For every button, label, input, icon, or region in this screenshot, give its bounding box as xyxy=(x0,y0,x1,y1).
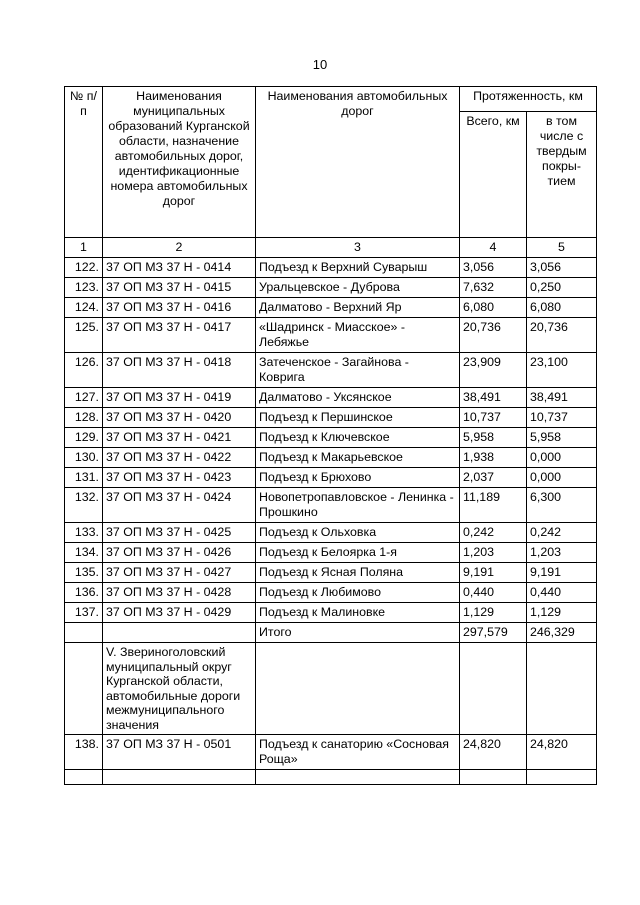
road-total-km: 2,037 xyxy=(460,468,527,488)
road-id: 37 ОП МЗ 37 Н - 0423 xyxy=(103,468,256,488)
row-number: 131. xyxy=(65,468,103,488)
table-row xyxy=(65,298,597,318)
table-row xyxy=(65,428,597,448)
road-paved-km: 1,203 xyxy=(527,543,597,563)
road-id: 37 ОП МЗ 37 Н - 0424 xyxy=(103,488,256,523)
road-id: 37 ОП МЗ 37 Н - 0420 xyxy=(103,408,256,428)
road-id: 37 ОП МЗ 37 Н - 0426 xyxy=(103,543,256,563)
road-paved-km: 24,820 xyxy=(527,735,597,770)
header-municipality: Наименования муниципальных образований Курганской области, назначение автомобильных дорог, идентификационные номера автомобильных дорог xyxy=(103,87,256,238)
column-number: 2 xyxy=(103,238,256,258)
road-paved-km: 0,000 xyxy=(527,448,597,468)
row-number: 122. xyxy=(65,258,103,278)
road-paved-km: 1,129 xyxy=(527,603,597,623)
table-row xyxy=(65,388,597,408)
road-name: Новопетропавловское - Ленинка - Прошкино xyxy=(256,488,460,523)
row-number: 138. xyxy=(65,735,103,770)
column-number: 5 xyxy=(527,238,597,258)
road-total-km: 0,242 xyxy=(460,523,527,543)
row-number: 137. xyxy=(65,603,103,623)
road-paved-km: 20,736 xyxy=(527,318,597,353)
header-paved-km: в том числе с твердым покры-тием xyxy=(527,112,597,238)
row-number: 136. xyxy=(65,583,103,603)
row-number: 124. xyxy=(65,298,103,318)
column-number: 4 xyxy=(460,238,527,258)
road-paved-km: 0,242 xyxy=(527,523,597,543)
row-number: 134. xyxy=(65,543,103,563)
roads-table xyxy=(64,86,597,785)
road-id: 37 ОП МЗ 37 Н - 0416 xyxy=(103,298,256,318)
table-row xyxy=(65,408,597,428)
road-total-km: 7,632 xyxy=(460,278,527,298)
table-row xyxy=(65,543,597,563)
road-total-km: 38,491 xyxy=(460,388,527,408)
road-id: 37 ОП МЗ 37 Н - 0421 xyxy=(103,428,256,448)
table-row xyxy=(65,583,597,603)
header-road-name: Наименования автомобильных дорог xyxy=(256,87,460,238)
road-paved-km: 0,250 xyxy=(527,278,597,298)
road-paved-km: 10,737 xyxy=(527,408,597,428)
road-total-km: 1,938 xyxy=(460,448,527,468)
page-number: 10 xyxy=(312,57,328,72)
row-number: 133. xyxy=(65,523,103,543)
road-id: 37 ОП МЗ 37 Н - 0501 xyxy=(103,735,256,770)
road-name: Уральцевское - Дуброва xyxy=(256,278,460,298)
road-name: Подъезд к Першинское xyxy=(256,408,460,428)
road-name: Подъезд к Ключевское xyxy=(256,428,460,448)
section-title: V. Звериноголовский муниципальный округ Курганской области, автомобильные дороги межмуниципального значения xyxy=(103,643,256,735)
road-name: Подъезд к Любимово xyxy=(256,583,460,603)
row-number: 125. xyxy=(65,318,103,353)
road-paved-km: 0,440 xyxy=(527,583,597,603)
road-id: 37 ОП МЗ 37 Н - 0429 xyxy=(103,603,256,623)
empty-row xyxy=(65,770,597,785)
road-name: Далматово - Уксянское xyxy=(256,388,460,408)
road-total-km: 1,129 xyxy=(460,603,527,623)
road-total-km: 24,820 xyxy=(460,735,527,770)
row-number: 123. xyxy=(65,278,103,298)
road-name: Подъезд к Малиновке xyxy=(256,603,460,623)
total-paved-km: 246,329 xyxy=(527,623,597,643)
road-total-km: 11,189 xyxy=(460,488,527,523)
road-id: 37 ОП МЗ 37 Н - 0422 xyxy=(103,448,256,468)
road-paved-km: 0,000 xyxy=(527,468,597,488)
table-row xyxy=(65,318,597,353)
road-name: Подъезд к Ольховка xyxy=(256,523,460,543)
table-row xyxy=(65,488,597,523)
row-number: 126. xyxy=(65,353,103,388)
header-number: № п/п xyxy=(65,87,103,238)
total-km: 297,579 xyxy=(460,623,527,643)
road-name: Подъезд к Ясная Поляна xyxy=(256,563,460,583)
column-number: 3 xyxy=(256,238,460,258)
road-name: «Шадринск - Миасское» - Лебяжье xyxy=(256,318,460,353)
row-number: 127. xyxy=(65,388,103,408)
total-row xyxy=(65,623,597,643)
column-numbers-row xyxy=(65,238,597,258)
road-total-km: 1,203 xyxy=(460,543,527,563)
table-row xyxy=(65,603,597,623)
road-total-km: 5,958 xyxy=(460,428,527,448)
road-total-km: 23,909 xyxy=(460,353,527,388)
road-name: Подъезд к Макарьевское xyxy=(256,448,460,468)
header-total-km: Всего, км xyxy=(460,112,527,238)
road-paved-km: 9,191 xyxy=(527,563,597,583)
road-paved-km: 5,958 xyxy=(527,428,597,448)
road-id: 37 ОП МЗ 37 Н - 0415 xyxy=(103,278,256,298)
road-total-km: 0,440 xyxy=(460,583,527,603)
table-row xyxy=(65,258,597,278)
road-name: Далматово - Верхний Яр xyxy=(256,298,460,318)
road-id: 37 ОП МЗ 37 Н - 0418 xyxy=(103,353,256,388)
table-row xyxy=(65,563,597,583)
road-name: Подъезд к Белоярка 1-я xyxy=(256,543,460,563)
total-label: Итого xyxy=(256,623,460,643)
road-paved-km: 6,300 xyxy=(527,488,597,523)
road-name: Затеченское - Загайнова - Коврига xyxy=(256,353,460,388)
row-number: 132. xyxy=(65,488,103,523)
road-id: 37 ОП МЗ 37 Н - 0419 xyxy=(103,388,256,408)
table-row xyxy=(65,448,597,468)
row-number: 130. xyxy=(65,448,103,468)
table-row xyxy=(65,523,597,543)
row-number: 129. xyxy=(65,428,103,448)
road-total-km: 6,080 xyxy=(460,298,527,318)
road-total-km: 10,737 xyxy=(460,408,527,428)
table-row xyxy=(65,353,597,388)
table-row xyxy=(65,468,597,488)
road-paved-km: 6,080 xyxy=(527,298,597,318)
header-length: Протяженность, км xyxy=(460,87,597,112)
row-number: 128. xyxy=(65,408,103,428)
road-id: 37 ОП МЗ 37 Н - 0428 xyxy=(103,583,256,603)
road-name: Подъезд к Верхний Суварыш xyxy=(256,258,460,278)
road-id: 37 ОП МЗ 37 Н - 0425 xyxy=(103,523,256,543)
row-number: 135. xyxy=(65,563,103,583)
road-name: Подъезд к санаторию «Сосновая Роща» xyxy=(256,735,460,770)
section-row xyxy=(65,643,597,735)
road-total-km: 9,191 xyxy=(460,563,527,583)
road-name: Подъезд к Брюхово xyxy=(256,468,460,488)
road-total-km: 20,736 xyxy=(460,318,527,353)
table-row xyxy=(65,278,597,298)
road-paved-km: 38,491 xyxy=(527,388,597,408)
column-number: 1 xyxy=(65,238,103,258)
road-paved-km: 3,056 xyxy=(527,258,597,278)
table-row xyxy=(65,735,597,770)
road-id: 37 ОП МЗ 37 Н - 0417 xyxy=(103,318,256,353)
road-total-km: 3,056 xyxy=(460,258,527,278)
road-id: 37 ОП МЗ 37 Н - 0427 xyxy=(103,563,256,583)
road-id: 37 ОП МЗ 37 Н - 0414 xyxy=(103,258,256,278)
road-paved-km: 23,100 xyxy=(527,353,597,388)
